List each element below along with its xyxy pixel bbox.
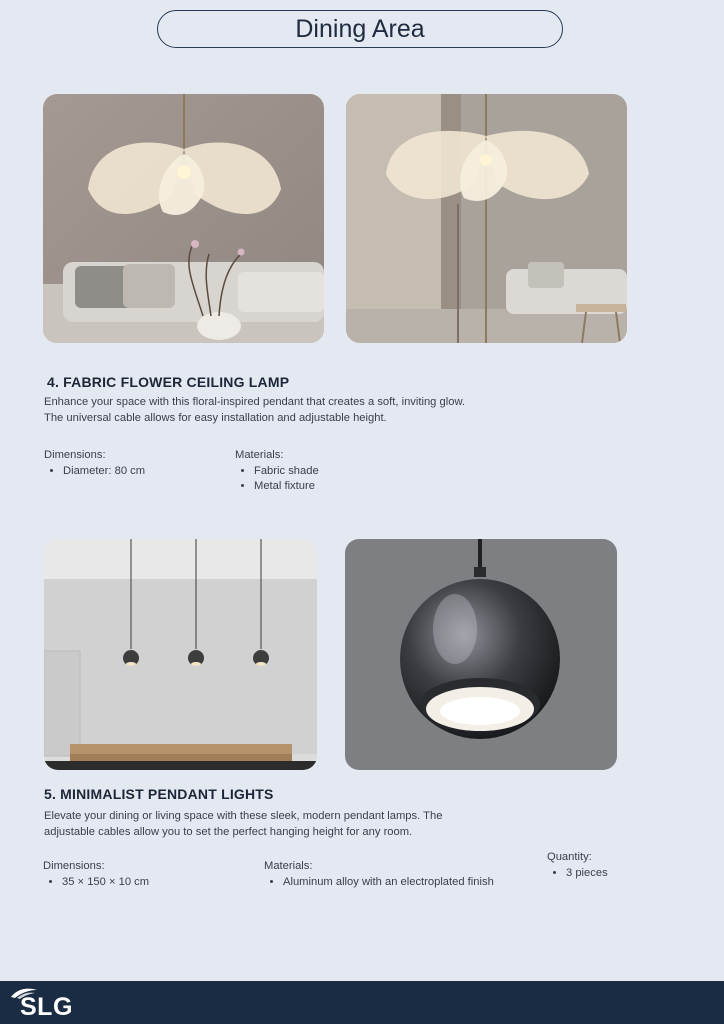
pendant-lights-room-photo — [44, 539, 317, 770]
material-item: • Metal fixture — [254, 479, 435, 495]
material-item: • Aluminum alloy with an electroplated finish — [283, 875, 534, 891]
materials-label: Materials: — [264, 860, 313, 872]
product-5-materials — [264, 859, 534, 890]
product-5-description: Elevate your dining or living space with these sleek, modern pendant lamps. The adjustable cables allow you to set the perfect hanging height for any room. — [44, 810, 443, 838]
dimensions-label: Dimensions: — [44, 449, 106, 461]
dimensions-label: Dimensions: — [43, 860, 105, 872]
product-5-dimensions — [43, 859, 243, 890]
fabric-lamp-living-room-photo — [43, 94, 324, 343]
dimension-item: • 35 × 150 × 10 cm — [62, 875, 243, 891]
footer-bar — [0, 981, 724, 1024]
product-4-dimensions — [44, 448, 224, 479]
product-4-materials — [235, 448, 435, 495]
pendant-light-closeup-photo — [345, 539, 617, 770]
fabric-lamp-dining-photo — [346, 94, 627, 343]
quantity-item: • 3 pieces — [566, 866, 667, 882]
quantity-label: Quantity: — [547, 851, 592, 863]
product-5-quantity — [547, 850, 667, 881]
logo: SLG — [20, 993, 73, 1021]
material-item: • Fabric shade — [254, 464, 435, 480]
materials-label: Materials: — [235, 449, 284, 461]
page-title: Dining Area — [157, 10, 563, 48]
dimension-item: • Diameter: 80 cm — [63, 464, 224, 480]
product-5-heading: 5. MINIMALIST PENDANT LIGHTS — [44, 786, 274, 802]
product-4-heading: 4. FABRIC FLOWER CEILING LAMP — [47, 374, 290, 390]
product-4-description: Enhance your space with this floral-inspired pendant that creates a soft, inviting glow. The universal cable allows for easy installation and adjustable height. — [44, 396, 466, 424]
